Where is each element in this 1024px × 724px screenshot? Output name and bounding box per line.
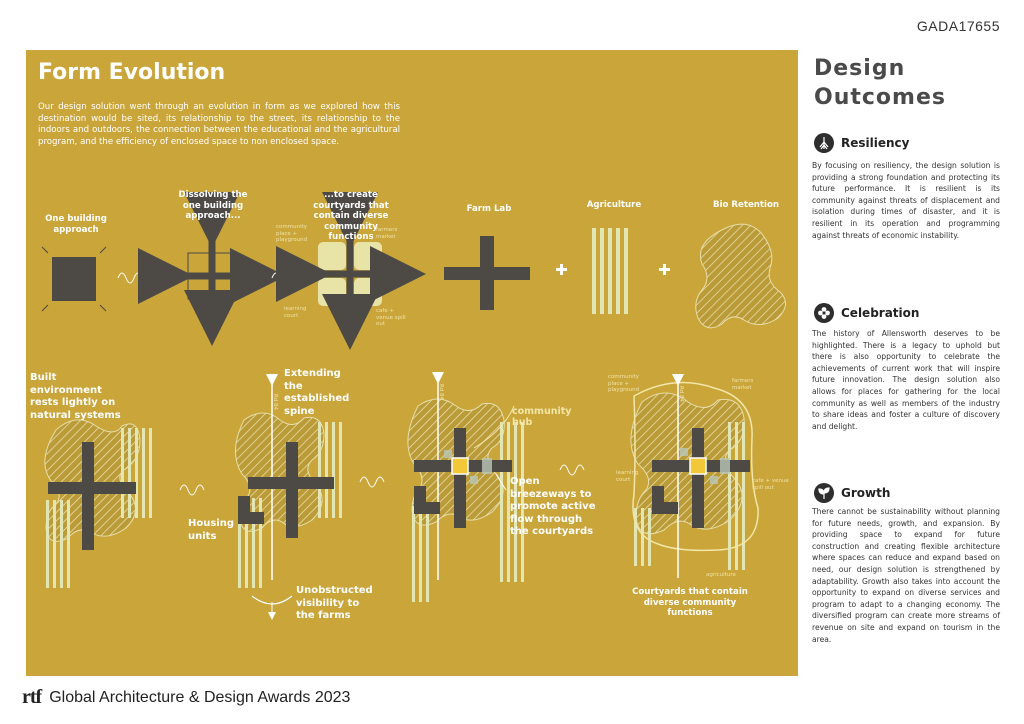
outcomes-title xyxy=(814,54,946,112)
label-community-place-final: community place + playground xyxy=(608,374,640,393)
celebration-heading: Celebration xyxy=(841,306,920,320)
label-courtyards-create: ...to create courtyards that contain diverse community functions xyxy=(313,190,389,242)
plus-icon xyxy=(659,264,670,275)
outcomes-title-line2: Outcomes xyxy=(814,85,946,110)
section-celebration-heading xyxy=(814,302,919,324)
growth-body: There cannot be sustainability without planning for future needs, growth, and expansion. By providing space to expand for future construction and creating flexible architecture where spaces can reduce and expand based on need, our design solution is strengthened by adaptability. Growth also takes into account the opportunity to expand on diverse services and program to adapt to a changing economy. The diversified program can create more streams of revenue on site and expand on tourism in the area. xyxy=(812,507,1000,644)
label-cafe-final: cafe + venue spill out xyxy=(752,478,789,491)
label-community-place-small: community place + playground xyxy=(276,224,308,243)
section-resiliency-heading xyxy=(814,132,909,154)
label-housing-units: Housing units xyxy=(188,518,235,542)
label-road-b: Rd 84 xyxy=(438,384,444,401)
dissolving-diagram xyxy=(166,220,258,318)
label-road-c: Rd 84 xyxy=(678,386,684,403)
label-courtyards-final: Courtyards that contain diverse community functions xyxy=(632,587,748,618)
section-growth-heading xyxy=(814,482,890,504)
community-hub-diagram xyxy=(408,378,524,602)
label-farmers-market-small: farmers market xyxy=(376,227,398,240)
label-built-environment: Built environment rests lightly on natural systems xyxy=(30,372,121,421)
label-farm-lab: Farm Lab xyxy=(466,204,512,214)
resiliency-heading: Resiliency xyxy=(841,136,910,150)
design-outcomes-panel xyxy=(810,50,1002,690)
resiliency-body: By focusing on resiliency, the design solution is providing a strong foundation and protecting its future performance. It is resilient is its community against threats of displacement and isolation during times of disaster, and it is resilient in its operation and programming against threats of economic instability. xyxy=(812,161,1000,240)
label-extending-spine: Extending the established spine xyxy=(284,368,350,417)
board-intro: Our design solution went through an evolution in form as we explored how this destination would be sited, its relationship to the street, its relationship to the indoors and outdoors, the connection between the educational and the agricultural program, and the efficiency of enclosed space to non enclosed space. xyxy=(38,102,400,147)
farm-lab-diagram xyxy=(444,236,530,310)
agriculture-stripes xyxy=(592,228,628,314)
label-cafe-small: cafe + venue spill out xyxy=(376,308,406,327)
label-community-hub: community hub xyxy=(512,406,572,428)
label-dissolving: Dissolving the one building approach... xyxy=(178,190,248,221)
label-breezeways: Open breezeways to promote active flow through the courtyards xyxy=(510,476,596,537)
document-code: GADA17655 xyxy=(916,18,1000,34)
flower-icon xyxy=(814,303,834,323)
final-courtyards-diagram xyxy=(631,380,758,578)
outcomes-title-line1: Design xyxy=(814,56,906,81)
label-agriculture-final: agriculture xyxy=(706,572,736,578)
label-road-a: Rd 84 xyxy=(272,394,278,411)
board-title: Form Evolution xyxy=(38,60,226,85)
rtf-logo: rtf xyxy=(22,686,42,708)
bio-retention-blob xyxy=(696,224,786,328)
plus-icon xyxy=(556,264,567,275)
label-learning-court-small: learning court xyxy=(284,306,307,319)
label-one-building: One building approach xyxy=(45,214,107,235)
label-bio-retention: Bio Retention xyxy=(713,200,779,210)
growth-heading: Growth xyxy=(841,486,891,500)
form-evolution-board xyxy=(26,50,798,676)
label-unobstructed-visibility: Unobstructed visibility to the farms xyxy=(296,585,373,621)
built-environment-diagram xyxy=(45,420,152,588)
label-farmers-market-final: farmers market xyxy=(732,378,754,391)
footer xyxy=(22,686,350,709)
label-agriculture: Agriculture xyxy=(586,200,642,210)
footer-awards-text: Global Architecture & Design Awards 2023 xyxy=(49,688,351,706)
root-icon xyxy=(814,133,834,153)
label-learning-court-final: learning court xyxy=(616,470,639,483)
sprout-icon xyxy=(814,483,834,503)
celebration-body: The history of Allensworth deserves to be highlighted. There is a legacy to uphold but there is also opportunity to celebrate the achievements of current work that will inspire future innovation. The design solution also allows for places for gathering for the local community as well as members of the industry to share ideas and foster a culture of discovery and delight. xyxy=(812,329,1000,431)
one-building-diagram xyxy=(42,247,106,311)
